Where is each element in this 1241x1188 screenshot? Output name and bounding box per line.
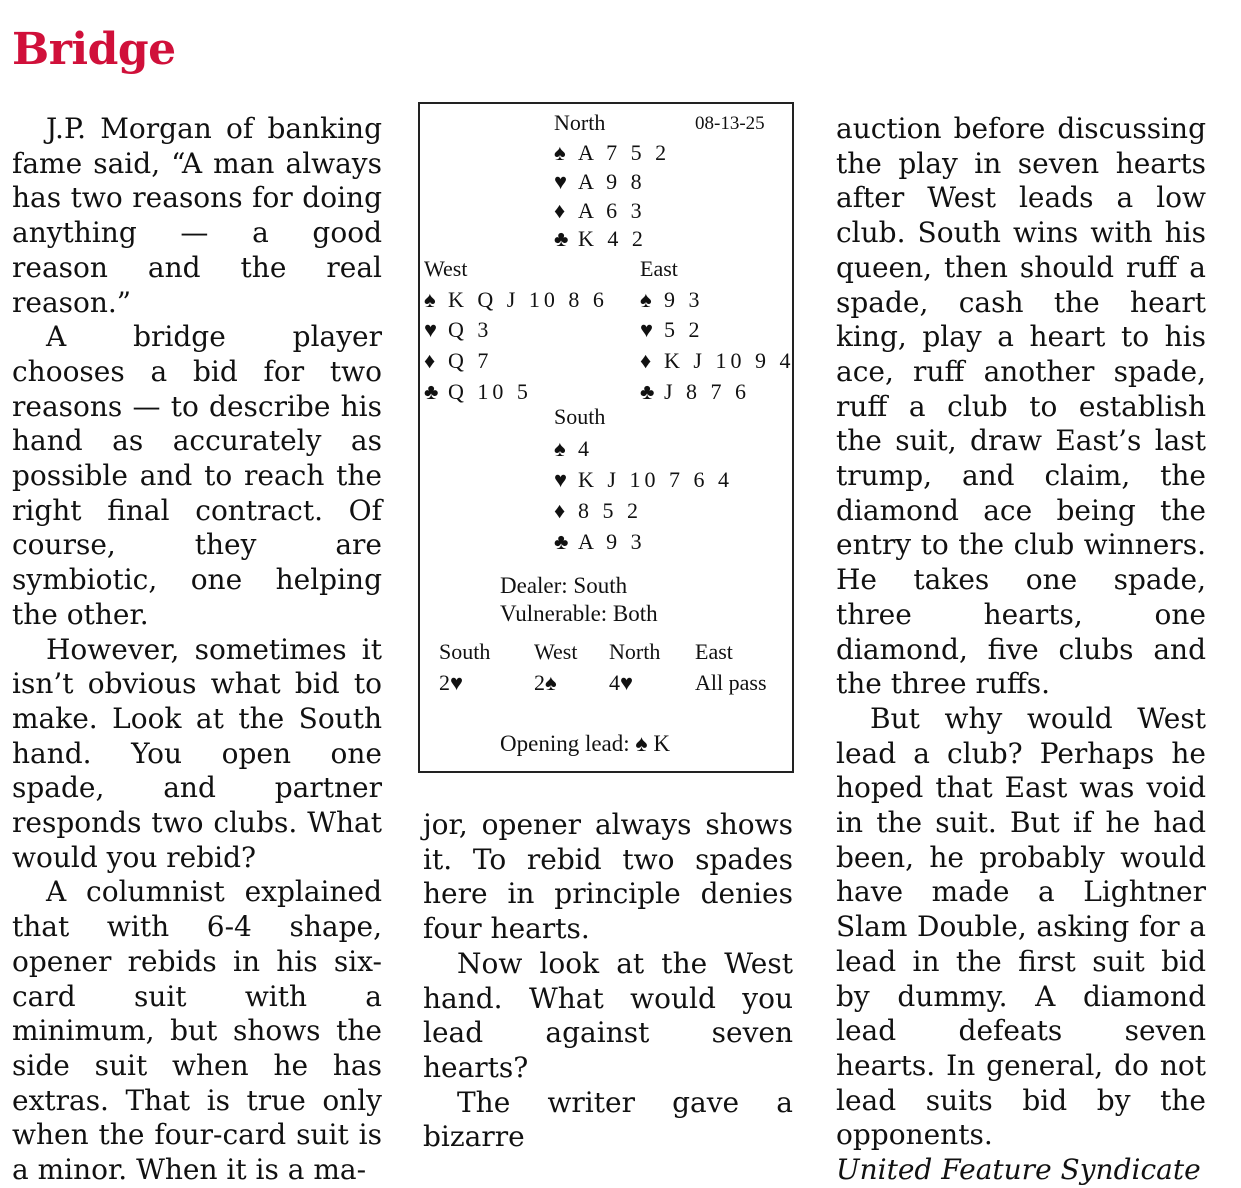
auction-header: North <box>609 639 661 664</box>
column-3 <box>836 112 1206 1188</box>
north-spades: ♠ A 7 5 2 <box>554 140 671 165</box>
spade-icon: ♠ <box>424 287 436 312</box>
west-diamonds: ♦ Q 7 <box>424 348 493 373</box>
dealer-text: Dealer: South <box>500 573 628 598</box>
paragraph: jor, opener always shows it. To rebid two spades here in principle denies four hearts. <box>423 808 793 946</box>
north-label: North <box>554 110 606 135</box>
paragraph: A bridge player chooses a bid for two reasons — to describe his hand as accurately as possible and to reach the right final contract. Of course, they are symbiotic, one helping the other. <box>12 320 382 631</box>
heart-icon: ♥ <box>424 317 438 342</box>
auction-header: South <box>439 639 491 664</box>
south-label: South <box>554 404 606 429</box>
opening-lead: Opening lead: ♠ K <box>500 731 670 756</box>
auction-header: East <box>695 639 733 664</box>
heart-icon: ♥ <box>640 317 654 342</box>
auction-bid: All pass <box>695 670 767 695</box>
diamond-icon: ♦ <box>424 348 436 373</box>
heart-icon: ♥ <box>554 467 568 492</box>
club-icon: ♣ <box>424 379 439 404</box>
paragraph: However, sometimes it isn’t obvious what bid to make. Look at the South hand. You open one spade, and partner responds two clubs. What would you rebid? <box>12 632 382 874</box>
auction-bid: 2♠ <box>534 670 557 695</box>
credit-line: United Feature Syndicate <box>836 1153 1201 1187</box>
paragraph: auction before discussing the play in seven hearts after West leads a low club. South wins with his queen, then should ruff a spade, cash the heart king, play a heart to his ace, ruff another spade, ruff a club to establish the suit, draw East’s last trump, and claim, the diamond ace being the entry to the club winners. He takes one spade, three hearts, one diamond, five clubs and the three ruffs. <box>836 112 1206 701</box>
auction-header: West <box>534 639 578 664</box>
north-hearts: ♥ A 9 8 <box>554 169 646 194</box>
east-hearts: ♥ 5 2 <box>640 317 704 342</box>
heart-icon: ♥ <box>554 169 568 194</box>
column-1 <box>12 112 382 1188</box>
paragraph: But why would West lead a club? Perhaps he hoped that East was void in the suit. But if he had been, he probably would have made a Lightner Slam Double, asking for a lead in the first suit bid by dummy. A diamond lead defeats seven hearts. In general, do not lead suits bid by the opponents. <box>836 701 1206 1152</box>
north-clubs: ♣ K 4 2 <box>554 226 647 251</box>
paragraph: A columnist explained that with 6-4 shape, opener rebids in his six-card suit with a minimum, but shows the side suit when he has extras. That is true only when the four-card suit is a minor. When it is a ma- <box>12 875 382 1187</box>
west-spades: ♠ K Q J 10 8 6 <box>424 287 608 312</box>
paragraph: J.P. Morgan of banking fame said, “A man always has two reasons for doing anything — a good reason and the real reason.” <box>12 112 382 319</box>
spade-icon: ♠ <box>554 436 566 461</box>
page-title: Bridge <box>12 24 176 75</box>
paragraph: The writer gave a bizarre <box>423 1085 793 1154</box>
east-clubs: ♣ J 8 7 6 <box>640 379 751 404</box>
auction-bid: 2♥ <box>439 670 464 695</box>
auction-bid: 4♥ <box>609 670 634 695</box>
column-2 <box>423 808 793 1155</box>
club-icon: ♣ <box>554 529 569 554</box>
west-clubs: ♣ Q 10 5 <box>424 379 532 404</box>
spade-icon: ♠ <box>554 140 566 165</box>
west-hearts: ♥ Q 3 <box>424 317 493 342</box>
east-spades: ♠ 9 3 <box>640 287 704 312</box>
spade-icon: ♠ <box>640 287 652 312</box>
vulnerable-text: Vulnerable: Both <box>500 601 658 626</box>
south-diamonds: ♦ 8 5 2 <box>554 498 642 523</box>
diamond-icon: ♦ <box>640 348 652 373</box>
club-icon: ♣ <box>640 379 655 404</box>
east-label: East <box>640 256 678 281</box>
diagram-date: 08-13-25 <box>695 113 765 134</box>
south-hearts: ♥ K J 10 7 6 4 <box>554 467 733 492</box>
north-diamonds: ♦ A 6 3 <box>554 198 646 223</box>
paragraph: Now look at the West hand. What would you lead against seven hearts? <box>423 946 793 1084</box>
diamond-icon: ♦ <box>554 198 566 223</box>
east-diamonds: ♦ K J 10 9 4 <box>640 348 795 373</box>
diamond-icon: ♦ <box>554 498 566 523</box>
club-icon: ♣ <box>554 226 569 251</box>
bridge-hand-diagram <box>418 102 794 773</box>
south-clubs: ♣ A 9 3 <box>554 529 646 554</box>
south-spades: ♠ 4 <box>554 436 593 461</box>
west-label: West <box>424 256 468 281</box>
